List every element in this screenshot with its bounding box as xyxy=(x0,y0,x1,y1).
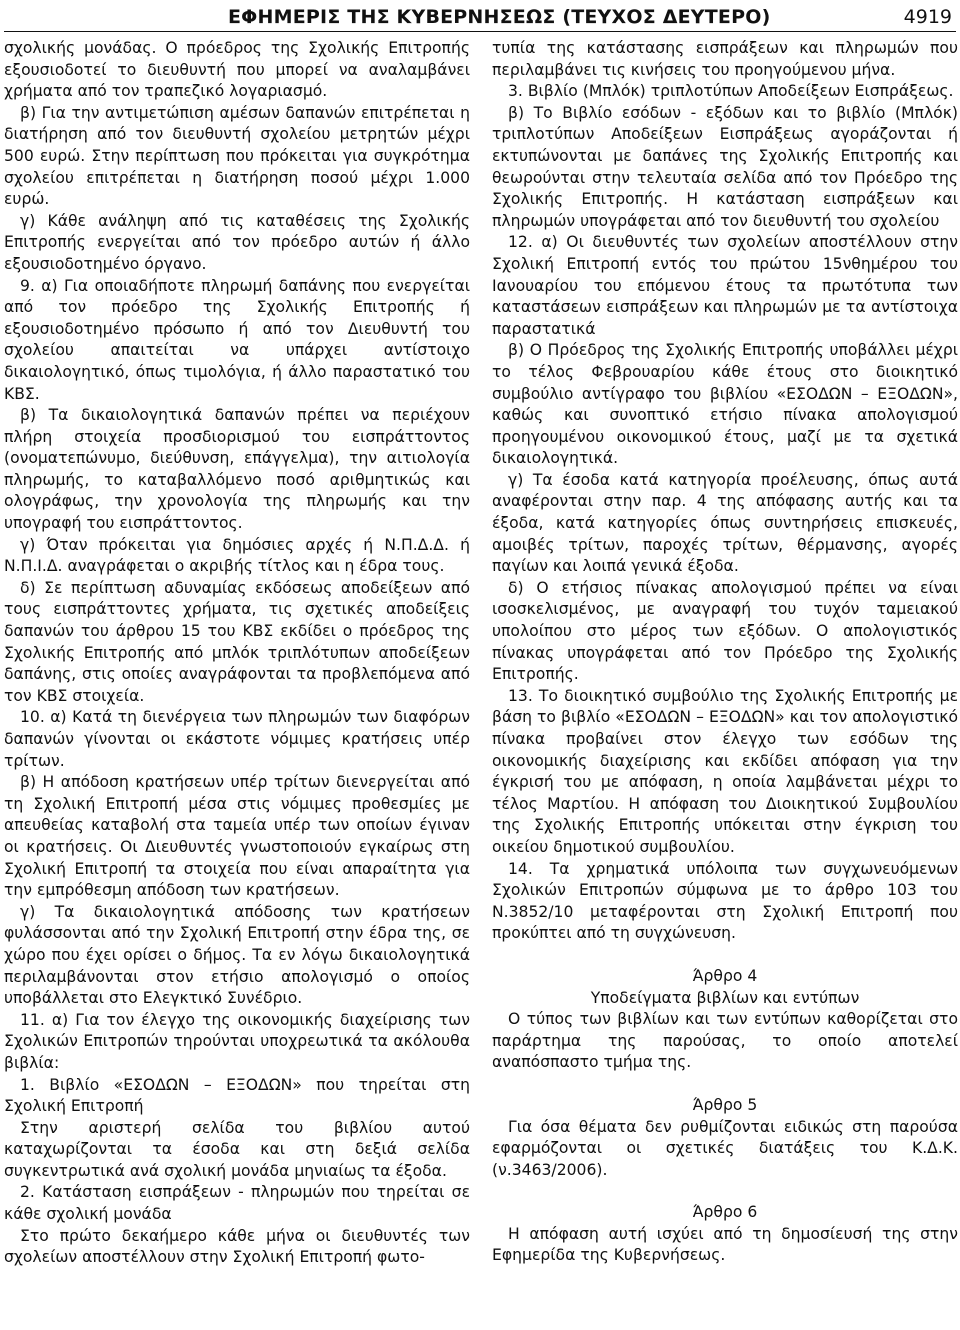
right-column xyxy=(492,38,958,1267)
paragraph: β) Για την αντιμετώπιση αμέσων δαπανών επιτρέπεται η διατήρηση από τον διευθυντή σχολείου μετρητών μέχρι 500 ευρώ. Στην περίπτωση που πρόκειται για συγκρότημα σχολείου επιτρέπεται η διατήρηση ποσού μέχρι 1.000 ευρώ. xyxy=(4,103,470,209)
paragraph: 11. α) Για τον έλεγχο της οικονομικής διαχείρισης των Σχολικών Επιτροπών τηρούνται υποχρεωτικά τα ακόλουθα βιβλία: xyxy=(4,1010,470,1072)
paragraph: σχολικής μονάδας. Ο πρόεδρος της Σχολικής Επιτροπής εξουσιοδοτεί το διευθυντή που μπορεί να αναλαμβάνει χρήματα από τον τραπεζικό λογαριασμό. xyxy=(4,39,470,101)
paragraph: 14. Τα χρηματικά υπόλοιπα των συγχωνευόμενων Σχολικών Επιτροπών σύμφωνα με το άρθρο 103 του Ν.3852/10 μεταφέρονται στη Σχολική Επιτροπή που προκύπτει από τη συγχώνευση. xyxy=(492,859,958,943)
paragraph: 12. α) Οι διευθυντές των σχολείων αποστέλλουν στην Σχολική Επιτροπή εντός του πρώτου 15νθημέρου του Ιανουαρίου του επόμενου έτους τα πρωτότυπα των καταστάσεων εισπράξεων και πληρωμών με τα αντίστοιχα παραστατικά xyxy=(492,233,958,338)
paragraph: 9. α) Για οποιαδήποτε πληρωμή δαπάνης που ενεργείται από τον πρόεδρο της Σχολικής Επιτροπής ή εξουσιοδοτημένο πρόσωπο ή από τον Διευθυντή του σχολείου απαιτείται να υπάρχει αντίστοιχο δικαιολογητικό, όπως τιμολόγια, ή άλλο παραστατικό του ΚΒΣ. xyxy=(4,276,470,403)
paragraph: 10. α) Κατά τη διενέργεια των πληρωμών των διαφόρων δαπανών γίνονται οι εκάστοτε νόμιμες κρατήσεις υπέρ τρίτων. xyxy=(4,708,470,770)
paragraph: δ) Σε περίπτωση αδυναμίας εκδόσεως αποδείξεων από τους εισπράττοντες χρήματα, τις σχετικές αποδείξεις δαπανών του άρθρου 15 του ΚΒΣ εκδίδει ο πρόεδρος της Σχολικής Επιτροπής από μπλόκ τριπλότυπων αποδείξεων δαπάνης, στις οποίες αναγράφονται τα προβλεπόμενα από τον ΚΒΣ στοιχεία. xyxy=(4,578,470,705)
paragraph: γ) Κάθε ανάληψη από τις καταθέσεις της Σχολικής Επιτροπής ενεργείται από τον πρόεδρο αυτών ή άλλο εξουσιοδοτημένο όργανο. xyxy=(4,211,470,273)
paragraph: 13. Το διοικητικό συμβούλιο της Σχολικής Επιτροπής με βάση το βιβλίο «ΕΣΟΔΩΝ – ΕΞΟΔΩΝ» και τον απολογιστικό πίνακα προβαίνει στον έλεγχο των εσόδων της οικονομικής διαχείρισης και εκδίδει απόφαση για την έγκρισή του με απόφαση, η οποία λαμβάνεται μέχρι το τέλος Μαρτίου. Η απόφαση του Διοικητικού Συμβουλίου της Σχολικής Επιτροπής υπόκειται στην έγκριση του οικείου δημοτικού συμβουλίου. xyxy=(492,686,958,856)
paragraph: β) Η απόδοση κρατήσεων υπέρ τρίτων διενεργείται από τη Σχολική Επιτροπή μέσα στις νόμιμες προθεσμίες με απευθείας καταβολή στα ταμεία υπέρ των οποίων έγιναν οι κρατήσεις. Οι Διευθυντές γνωστοποιούν εγκαίρως στη Σχολική Επιτροπή τα στοιχεία που είναι απαραίτητα για την εμπρόθεσμη απόδοση των κρατήσεων. xyxy=(4,773,470,900)
header-rule xyxy=(4,31,956,32)
left-column xyxy=(4,38,470,1269)
gazette-title: ΕΦΗΜΕΡΙΣ ΤΗΣ ΚΥΒΕΡΝΗΣΕΩΣ (ΤΕΥΧΟΣ ΔΕΥΤΕΡΟ) xyxy=(228,6,771,28)
paragraph: γ) Τα δικαιολογητικά απόδοσης των κρατήσεων φυλάσσονται από την Σχολική Επιτροπή στην έδρα της, σε χώρο που έχει ορίσει ο δήμος. Τα εν λόγω δικαιολογητικά περιλαμβάνονται στον ετήσιο απολογισμό ο οποίος υποβάλλεται στο Ελεγκτικό Συνέδριο. xyxy=(4,902,470,1008)
article-4-heading: Άρθρο 4 xyxy=(692,966,758,985)
paragraph: β) Τα δικαιολογητικά δαπανών πρέπει να περιέχουν πλήρη στοιχεία προσδιορισμού του εισπράττοντος (ονοματεπώνυμο, διεύθυνση, επάγγελμα), την αιτιολογία πληρωμής, το καταβαλλόμενο ποσό αριθμητικώς και ολογράφως, την χρονολογία της πληρωμής και την υπογραφή του εισπράττοντος. xyxy=(4,406,470,533)
paragraph: γ) Όταν πρόκειται για δημόσιες αρχές ή Ν.Π.Δ.Δ. ή Ν.Π.Ι.Δ. αναγράφεται ο ακριβής τίτλος και η έδρα τους. xyxy=(4,535,470,576)
article-4-text: Ο τύπος των βιβλίων και των εντύπων καθορίζεται στο παράρτημα της παρούσας, το οποίο αποτελεί αναπόσπαστο τμήμα της. xyxy=(492,1010,958,1072)
paragraph: 2. Κατάσταση εισπράξεων - πληρωμών που τηρείται σε κάθε σχολική μονάδα xyxy=(4,1183,470,1224)
article-6-text: Η απόφαση αυτή ισχύει από τη δημοσίευσή της στην Εφημερίδα της Κυβερνήσεως. xyxy=(492,1224,958,1265)
article-5-text: Για όσα θέματα δεν ρυθμίζονται ειδικώς στη παρούσα εφαρμόζονται οι σχετικές διατάξεις του Κ.Δ.Κ. (ν.3463/2006). xyxy=(492,1117,958,1179)
paragraph: 1. Βιβλίο «ΕΣΟΔΩΝ – ΕΞΟΔΩΝ» που τηρείται στη Σχολική Επιτροπή xyxy=(4,1075,470,1116)
paragraph: τυπία της κατάστασης εισπράξεων και πληρωμών που περιλαμβάνει τις κινήσεις του προηγούμενου μήνα. xyxy=(492,39,958,79)
article-4-subheading: Υποδείγματα βιβλίων και εντύπων xyxy=(590,988,860,1007)
paragraph: δ) Ο ετήσιος πίνακας απολογισμού πρέπει να είναι ισοσκελισμένος, με αναγραφή του τυχόν ταμειακού υπολοίπου στο μέρος των εξόδων. Ο απολογιστικός πίνακας υπογράφεται από τον Πρόεδρο της Σχολικής Επιτροπής. xyxy=(492,578,958,684)
paragraph: Στο πρώτο δεκαήμερο κάθε μήνα οι διευθυντές των σχολείων αποστέλλουν στην Σχολική Επιτροπή φωτο- xyxy=(4,1226,470,1267)
page-header xyxy=(0,0,960,34)
paragraph: β) Το Βιβλίο εσόδων - εξόδων και το βιβλίο (Μπλόκ) τριπλοτύπων Αποδείξεων Εισπράξεως αγοράζονται ή εκτυπώνονται με δαπάνες της Σχολικής Επιτροπής και θεωρούνται στην τελευταία σελίδα από τον Πρόεδρο της Σχολικής Επιτροπής. Η κατάσταση εισπράξεων και πληρωμών υπογράφεται από τον διευθυντή του σχολείου xyxy=(492,103,958,230)
page-number: 4919 xyxy=(903,6,952,28)
paragraph: γ) Τα έσοδα κατά κατηγορία προέλευσης, όπως αυτά αναφέρονται στην παρ. 4 της απόφασης αυτής και τα έξοδα, κατά κατηγορίες όπως συντηρήσεις επισκευές, αμοιβές τρίτων, παροχές τρίτων, θέρμανσης, αγορές παγίων και λοιπά γενικά έξοδα. xyxy=(492,470,958,576)
paragraph: 3. Βιβλίο (Μπλόκ) τριπλοτύπων Αποδείξεων Εισπράξεως. xyxy=(508,82,954,101)
article-6-heading: Άρθρο 6 xyxy=(692,1203,758,1222)
paragraph: β) Ο Πρόεδρος της Σχολικής Επιτροπής υποβάλλει μέχρι το τέλος Φεβρουαρίου κάθε έτους στο διοικητικό συμβούλιο αντίγραφο του βιβλίου «ΕΣΟΔΩΝ – ΕΞΟΔΩΝ», καθώς και συνοπτικό ετήσιο πίνακα απολογισμού προηγουμένου οικονομικού έτους, μαζί με τα σχετικά δικαιολογητικά. xyxy=(492,341,958,468)
article-5-heading: Άρθρο 5 xyxy=(692,1095,758,1114)
paragraph: Στην αριστερή σελίδα του βιβλίου αυτού καταχωρίζονται τα έσοδα και στη δεξιά σελίδα συγκεντρωτικά ανά σχολική μονάδα μηνιαίως τα έξοδα. xyxy=(4,1118,470,1180)
